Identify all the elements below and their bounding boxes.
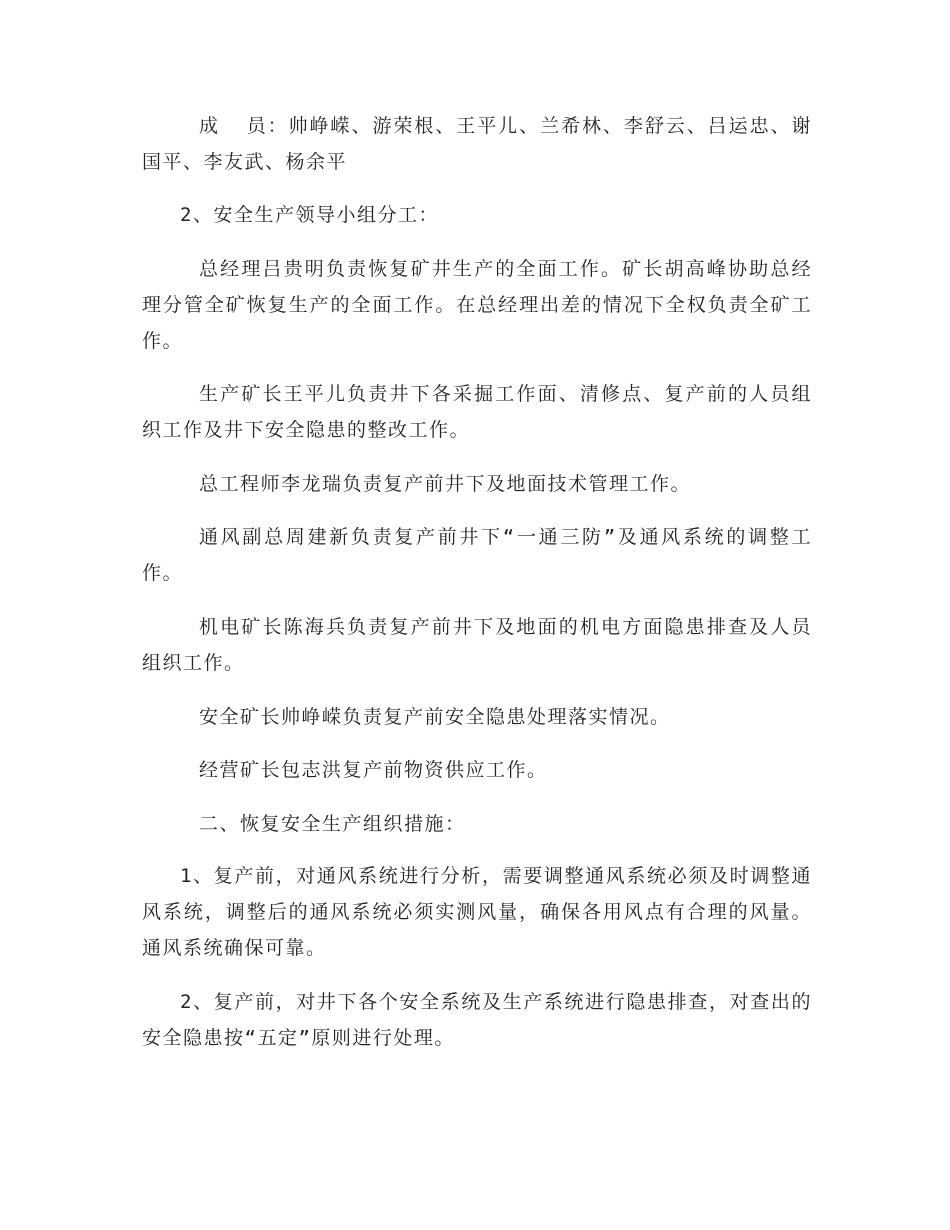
production-manager-paragraph: 生产矿长王平儿负责井下各采掘工作面、清修点、复产前的人员组织工作及井下安全隐患的整改工作。: [142, 383, 812, 441]
ventilation-paragraph: 通风副总周建新负责复产前井下“一通三防”及通风系统的调整工作。: [142, 526, 812, 584]
division-heading: 2、安全生产领导小组分工：: [180, 204, 439, 226]
measure-two-paragraph: 2、复产前，对井下各个安全系统及生产系统进行隐患排查，对查出的安全隐患按“五定”原则进行处理。: [142, 991, 812, 1049]
members-paragraph: 成 员：帅峥嵘、游荣根、王平儿、兰希林、李舒云、吕运忠、谢国平、李友武、杨余平: [142, 115, 812, 173]
measure-one-paragraph: 1、复产前，对通风系统进行分析，需要调整通风系统必须及时调整通风系统，调整后的通风系统必须实测风量，确保各用风点有合理的风量。通风系统确保可靠。: [142, 865, 812, 959]
section-two-heading: 二、恢复安全生产组织措施：: [199, 813, 466, 835]
electromechanical-paragraph: 机电矿长陈海兵负责复产前井下及地面的机电方面隐患排查及人员组织工作。: [142, 616, 812, 674]
chief-engineer-paragraph: 总工程师李龙瑞负责复产前井下及地面技术管理工作。: [199, 473, 692, 495]
general-manager-paragraph: 总经理吕贵明负责恢复矿井生产的全面工作。矿长胡高峰协助总经理分管全矿恢复生产的全面工作。在总经理出差的情况下全权负责全矿工作。: [142, 258, 812, 352]
operations-manager-paragraph: 经营矿长包志洪复产前物资供应工作。: [199, 759, 548, 781]
safety-manager-paragraph: 安全矿长帅峥嵘负责复产前安全隐患处理落实情况。: [199, 706, 671, 728]
